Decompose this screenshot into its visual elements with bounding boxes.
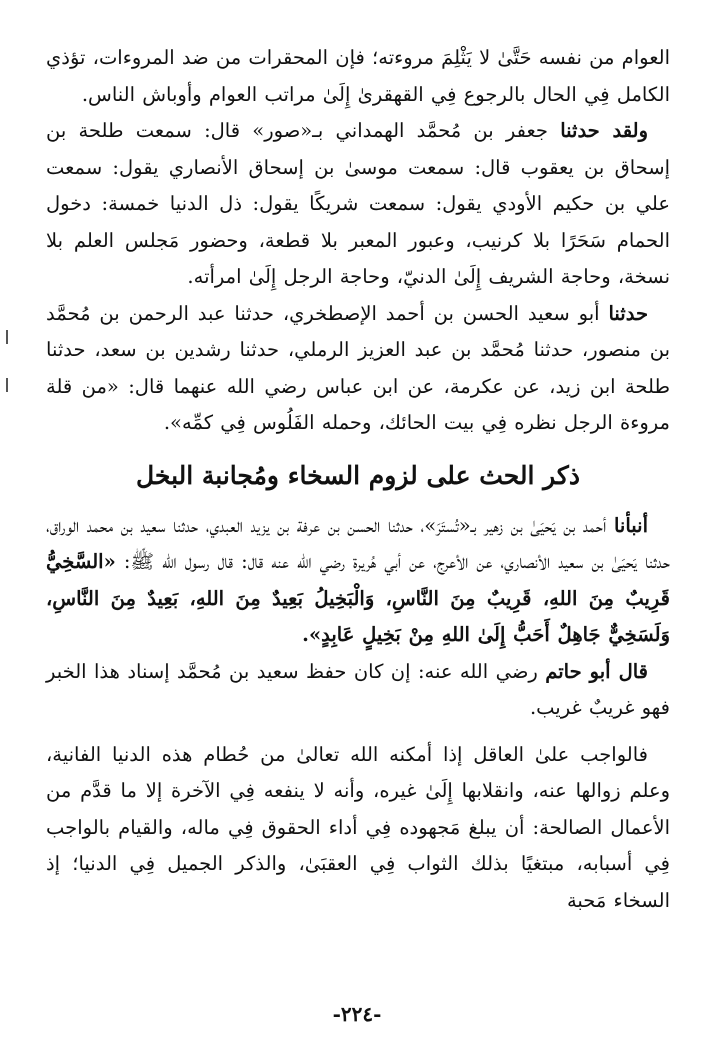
paragraph-6: فالواجب علىٰ العاقل إذا أمكنه الله تعالىٰ من حُطام هذه الدنيا الفانية، وعلم زوالها عنه، وانقلابها إِلَىٰ غيره، وأنه لا ينفعه فِي الآخرة إلا ما قدَّم من الأعمال الصالحة: أن يبلغ مَجهوده فِي أداء الحقوق فِي ماله، والقيام بالواجب فِي أسبابه، مبتغيًا بذلك الثواب فِي العقبَىٰ، والذكر الجميل فِي الدنيا؛ إذ السخاء مَحبة [46, 742, 670, 912]
margin-mark [6, 330, 8, 344]
hadith-quote: «السَّخِيُّ قَرِيبٌ مِنَ اللهِ، قَرِيبٌ مِنَ النَّاسِ، وَالْبَخِيلُ بَعِيدٌ مِنَ اللهِ، بَعِيدٌ مِنَ النَّاسِ، وَلَسَخِيٌّ جَاهِلٌ أَحَبُّ إِلَىٰ اللهِ مِنْ بَخِيلٍ عَابِدٍ». [46, 550, 670, 646]
paragraph-2 [46, 113, 670, 296]
page-number: -٢٢٤- [332, 1002, 382, 1026]
paragraph-5 [46, 654, 670, 727]
narration-lead: أنبأنا [613, 513, 648, 537]
section-heading: ذكر الحث على لزوم السخاء ومُجانبة البخل [136, 460, 580, 490]
narration-lead: قال أبو حاتم [545, 659, 648, 683]
paragraph-4 [46, 508, 670, 654]
paragraph-4-text: أحمد بن يَحيَىٰ بن زهير بـ«تُستَرَ»، حدثنا الحسن بن عرفة بن يزيد العبدي، حدثنا سعيد بن محمد الوراق، حدثنا يَحيَىٰ بن سعيد الأنصاري، عن الأعرج، عن أبي هُريرة رضي الله عنه قال: قال رسول الله ﷺ: [46, 513, 670, 573]
paragraph-2-text: جعفر بن مُحمَّد الهمداني بـ«صور» قال: سمعت طلحة بن إسحاق بن يعقوب قال: سمعت موسىٰ بن إسحاق الأنصاري يقول: سمعت علي بن حكيم الأودي يقول: سمعت شريكًا يقول: ذل الدنيا خمسة: دخول الحمام سَحَرًا بلا كرنيب، وعبور المعبر بلا قطعة، وحضور مَجلس العلم بلا نسخة، وحاجة الشريف إِلَىٰ الدنيّ، وحاجة الرجل إِلَىٰ امرأته. [46, 119, 670, 288]
paragraph-1: العوام من نفسه حَتَّىٰ لا يَثْلِمَ مروءته؛ فإن المحقرات من ضد المروءات، تؤذي الكامل فِي الحال بالرجوع فِي القهقرىٰ إِلَىٰ مراتب العوام وأوباش الناس. [46, 46, 670, 106]
paragraph-3-text: أبو سعيد الحسن بن أحمد الإصطخري، حدثنا عبد الرحمن بن مُحمَّد بن منصور، حدثنا مُحمَّد بن عبد العزيز الرملي، حدثنا رشدين بن سعد، حدثنا طلحة ابن زيد، عن عكرمة، عن ابن عباس رضي الله عنهما قال: «من قلة مروءة الرجل نظره فِي بيت الحائك، وحمله الفَلُوس فِي كمِّه». [46, 301, 670, 434]
paragraph-3 [46, 296, 670, 442]
narration-lead: حدثنا [608, 301, 648, 325]
margin-mark [6, 378, 8, 392]
narration-lead: ولقد حدثنا [560, 119, 648, 142]
paragraph-5-text: رضي الله عنه: إن كان حفظ سعيد بن مُحمَّد إسناد هذا الخبر فهو غريبٌ غريب. [46, 659, 670, 719]
